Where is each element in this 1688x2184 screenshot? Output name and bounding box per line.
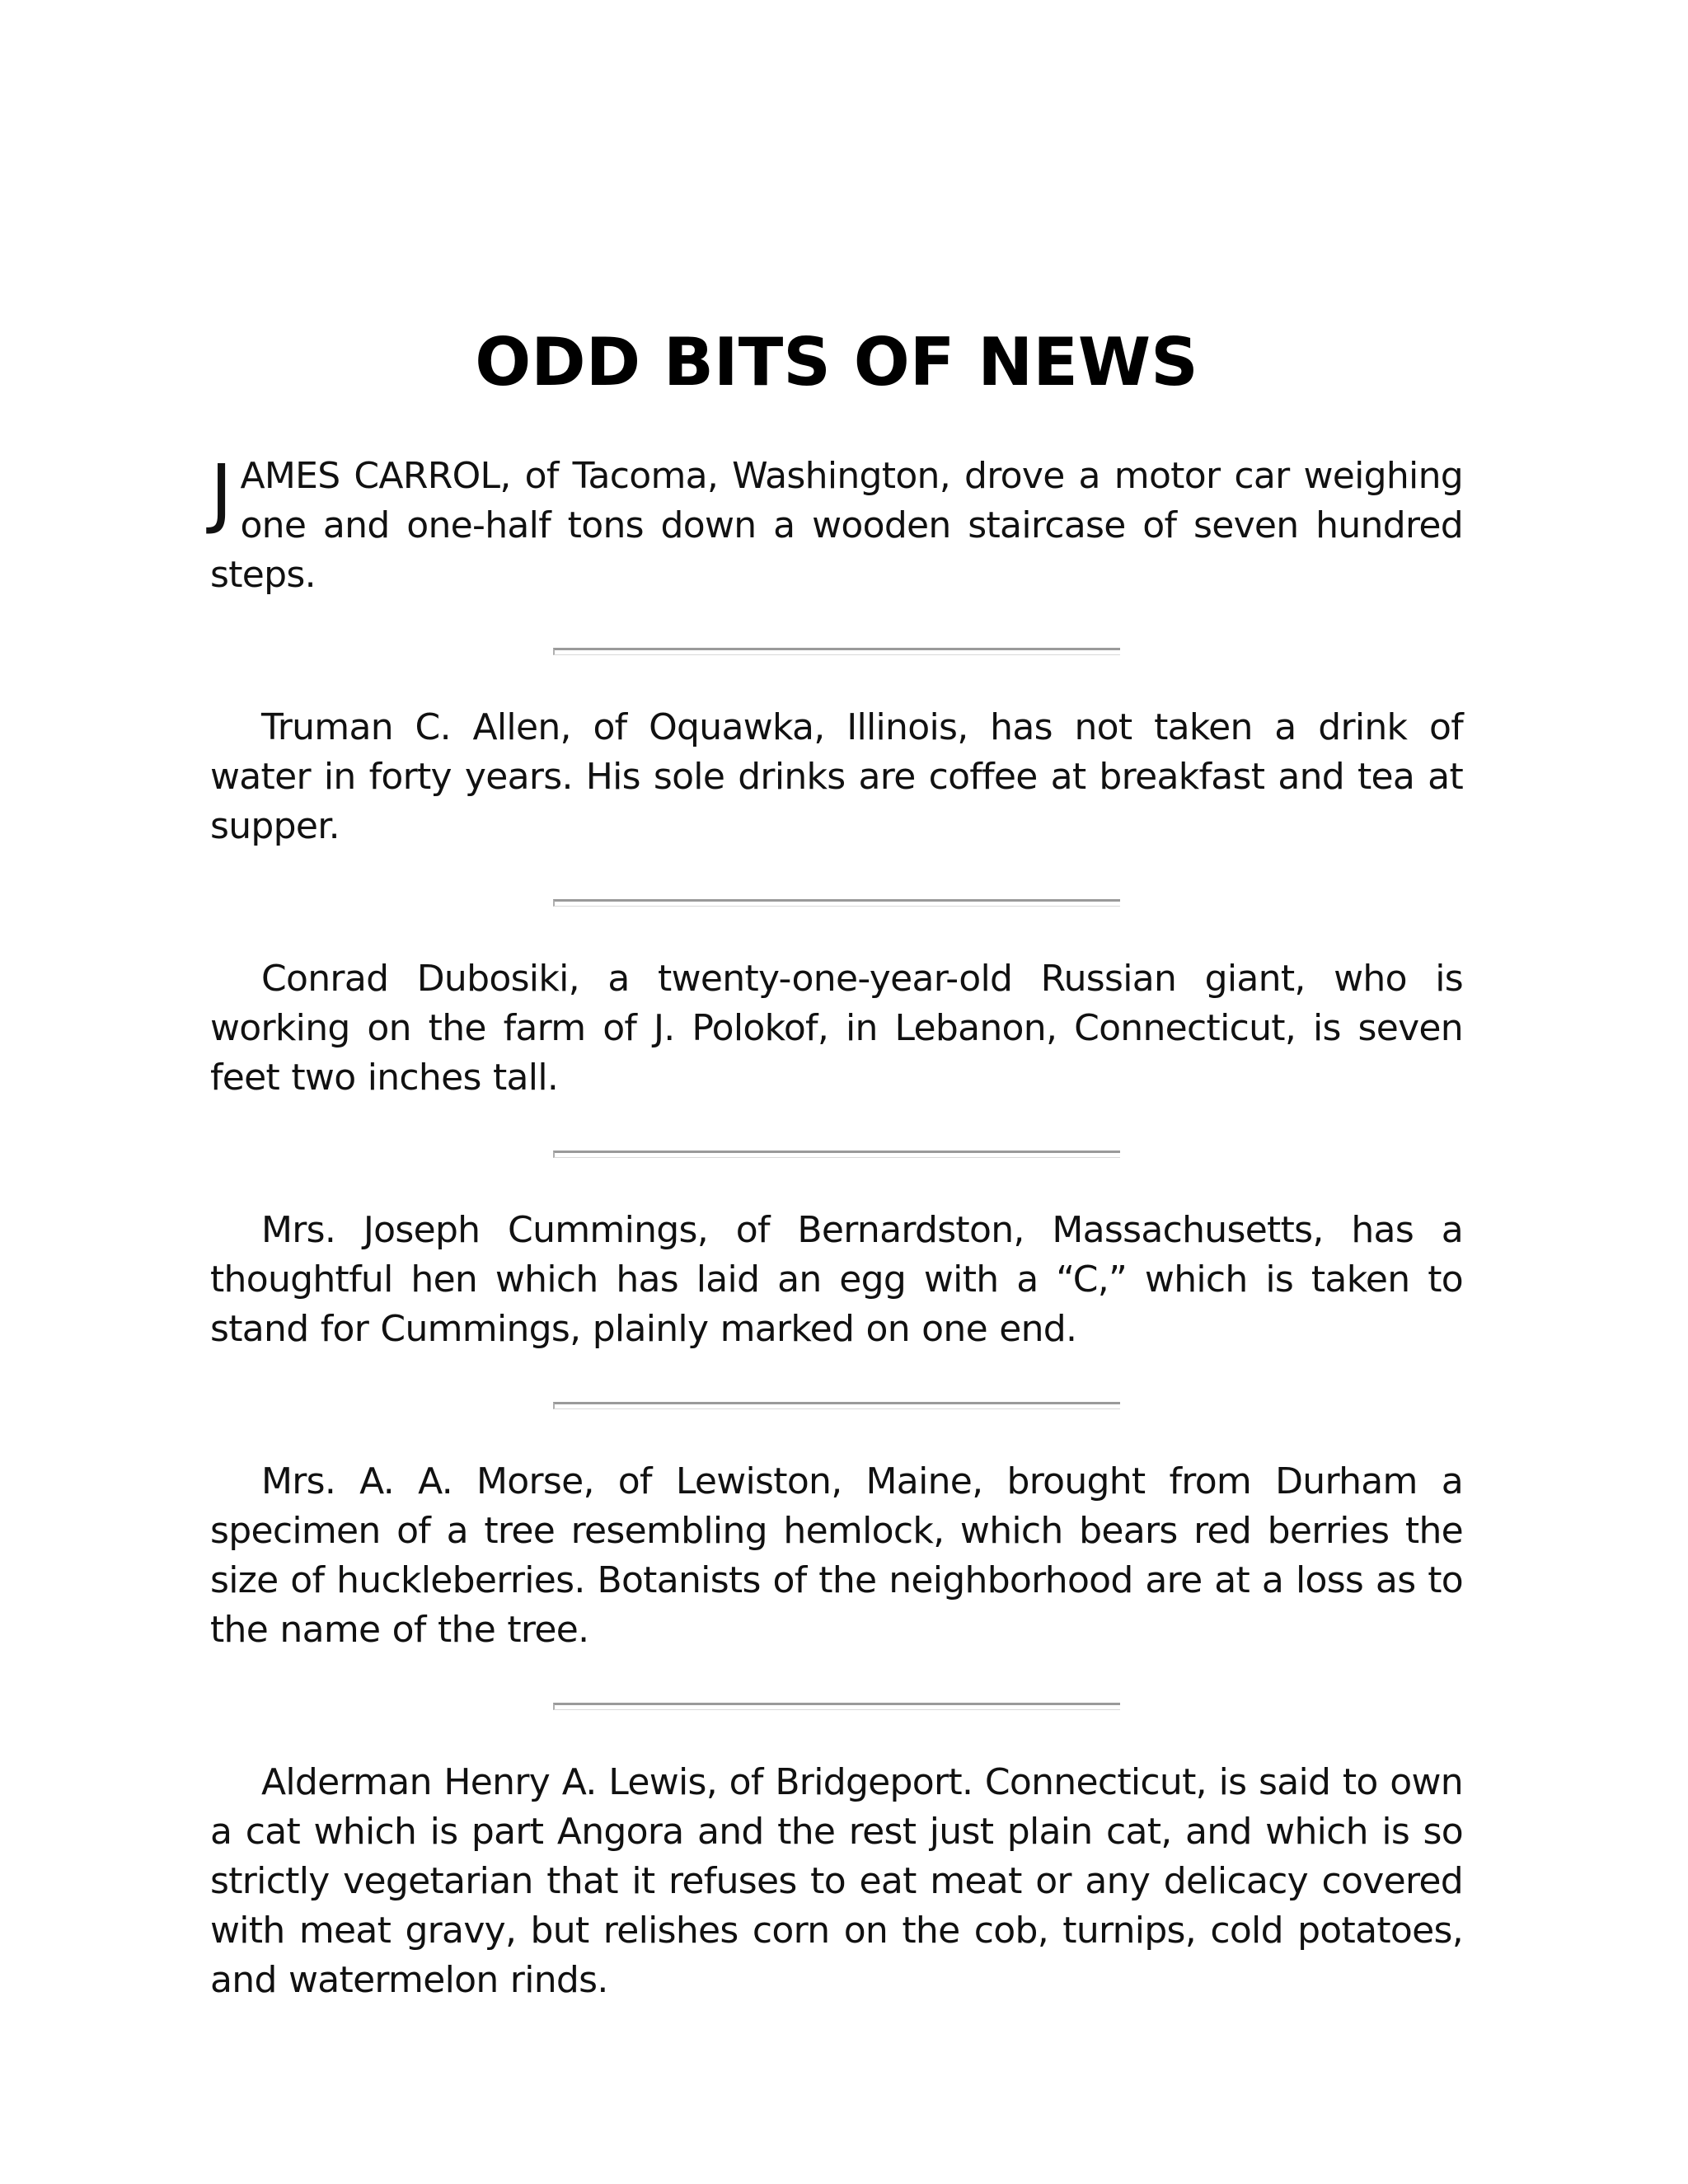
news-item-3: Conrad Dubosiki, a twenty-one-year-old Russian giant, who is working on the farm of J. Polokof, in Lebanon, Connecticut, is seven feet two inches tall.	[210, 958, 1463, 1099]
section-divider	[553, 1151, 1120, 1158]
section-divider	[553, 1703, 1120, 1710]
news-item-5: Mrs. A. A. Morse, of Lewiston, Maine, brought from Durham a specimen of a tree resembling hemlock, which bears red berries the size of huckleberries. Botanists of the neighborhood are at a loss as to the name of the tree.	[210, 1460, 1463, 1651]
drop-cap: J	[210, 448, 232, 537]
section-divider	[553, 899, 1120, 907]
news-item-4: Mrs. Joseph Cummings, of Bernardston, Massachusetts, has a thoughtful hen which has laid an egg with a “C,” which is taken to stand for Cummings, plainly marked on one end.	[210, 1209, 1463, 1350]
page-content	[210, 321, 1463, 2005]
news-item-2: Truman C. Allen, of Oquawka, Illinois, has not taken a drink of water in forty years. His sole drinks are coffee at breakfast and tea at supper.	[210, 706, 1463, 847]
page-title: ODD BITS OF NEWS	[475, 324, 1198, 401]
news-item-6: Alderman Henry A. Lewis, of Bridgeport. Connecticut, is said to own a cat which is part Angora and the rest just plain cat, and which is so strictly vegetarian that it refuses to eat meat or any delicacy covered with meat gravy, but relishes corn on the cob, turnips, cold potatoes, and watermelon rinds.	[210, 1761, 1463, 2001]
news-item-1	[210, 448, 1463, 600]
news-item-text: AMES CARROL, of Tacoma, Washington, drove a motor car weighing one and one-half tons down a wooden staircase of seven hundred steps.	[210, 455, 1463, 596]
section-divider	[553, 1402, 1120, 1409]
section-divider	[553, 648, 1120, 655]
